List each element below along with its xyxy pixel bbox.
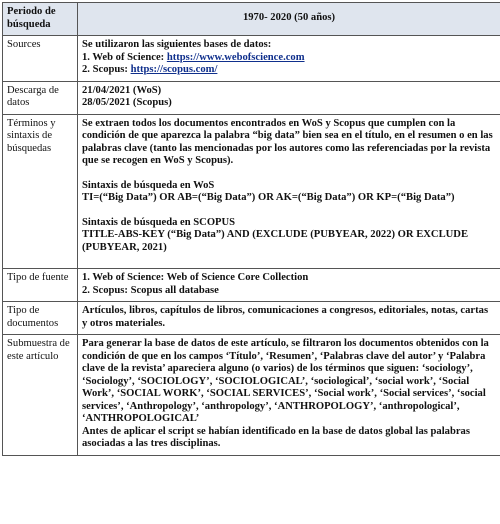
source-type-wos: 1. Web of Science: Web of Science Core Collection xyxy=(82,272,309,283)
download-content xyxy=(78,81,500,114)
wos-syntax: TI=(“Big Data”) OR AB=(“Big Data”) OR AK=(“Big Data”) OR KP=(“Big Data”) xyxy=(82,192,455,203)
search-parameters-table-wrapper xyxy=(2,2,498,456)
subsample-label: Submuestra de este artículo xyxy=(3,335,78,456)
subsample-row xyxy=(3,335,500,456)
sources-content xyxy=(78,36,500,82)
download-label: Descarga de datos xyxy=(3,81,78,114)
source-wos xyxy=(82,52,496,65)
terms-row xyxy=(3,114,500,269)
scopus-syntax-title: Sintaxis de búsqueda en SCOPUS xyxy=(82,216,236,228)
scopus-link[interactable]: https://scopus.com/ xyxy=(130,64,218,75)
scopus-syntax: TITLE-ABS-KEY (“Big Data”) AND (EXCLUDE (PUBYEAR, 2022) OR EXCLUDE (PUBYEAR, 2021) xyxy=(82,229,469,253)
source-scopus-label: 2. Scopus: xyxy=(82,64,131,75)
doc-type-row xyxy=(3,302,500,335)
source-type-scopus: 2. Scopus: Scopus all database xyxy=(82,284,219,296)
source-scopus xyxy=(82,64,496,77)
source-wos-label: 1. Web of Science: xyxy=(82,51,167,63)
source-type-label: Tipo de fuente xyxy=(3,269,78,302)
sources-intro: Se utilizaron las siguientes bases de datos: xyxy=(82,39,272,50)
header-label: Periodo de búsqueda xyxy=(3,3,78,36)
header-value: 1970- 2020 (50 años) xyxy=(78,3,500,36)
terms-label: Términos y sintaxis de búsquedas xyxy=(3,114,78,269)
doc-type-content: Artículos, libros, capítulos de libros, comunicaciones a congresos, editoriales, notas, cartas y otros materiales. xyxy=(78,302,500,335)
source-type-row xyxy=(3,269,500,302)
subsample-text: Para generar la base de datos de este artículo, se filtraron los documentos obtenidos con la condición de que en los campos ‘Título’, ‘Resumen’, ‘Palabras clave del autor’ y ‘Palabra clave de la revista’ apareciera alguno (o varios) de los términos que siguen: ‘sociology’, ‘Sociology’, ‘SOCIOLOGY’, ‘SOCIOLOGICAL’, ‘sociological’, ‘social work’, ‘Social Work’, ‘SOCIAL WORK’, ‘SOCIAL SERVICES’, ‘Social work’, ‘Social services’, ‘social services’, ‘Anthropology’, ‘anthropology’, ‘ANTHROPOLOGY’, ‘anthropological’, ‘ANTHROPOLOGICAL’ xyxy=(82,338,489,424)
sources-row xyxy=(3,36,500,82)
download-date-wos: 21/04/2021 (WoS) xyxy=(82,84,162,96)
wos-link[interactable]: https://www.webofscience.com xyxy=(166,51,305,63)
source-type-content xyxy=(78,269,500,302)
search-parameters-table xyxy=(2,2,500,456)
subsample-content xyxy=(78,335,500,456)
wos-syntax-title: Sintaxis de búsqueda en WoS xyxy=(82,179,215,191)
sources-label: Sources xyxy=(3,36,78,82)
header-row xyxy=(3,3,500,36)
terms-description: Se extraen todos los documentos encontrados en WoS y Scopus que cumplen con la condición de que aparezca la palabra “big data” bien sea en el título, en el resumen o en las palabras clave (tanto las mencionadas por los autores como las referenciadas por la revista que se recogen en WoS y Scopus). xyxy=(82,117,493,166)
download-row xyxy=(3,81,500,114)
terms-content xyxy=(78,114,500,269)
subsample-note: Antes de aplicar el script se habían identificado en la base de datos global las palabras asociadas a las tres disciplinas. xyxy=(82,425,470,449)
download-date-scopus: 28/05/2021 (Scopus) xyxy=(82,97,172,108)
doc-type-label: Tipo de documentos xyxy=(3,302,78,335)
